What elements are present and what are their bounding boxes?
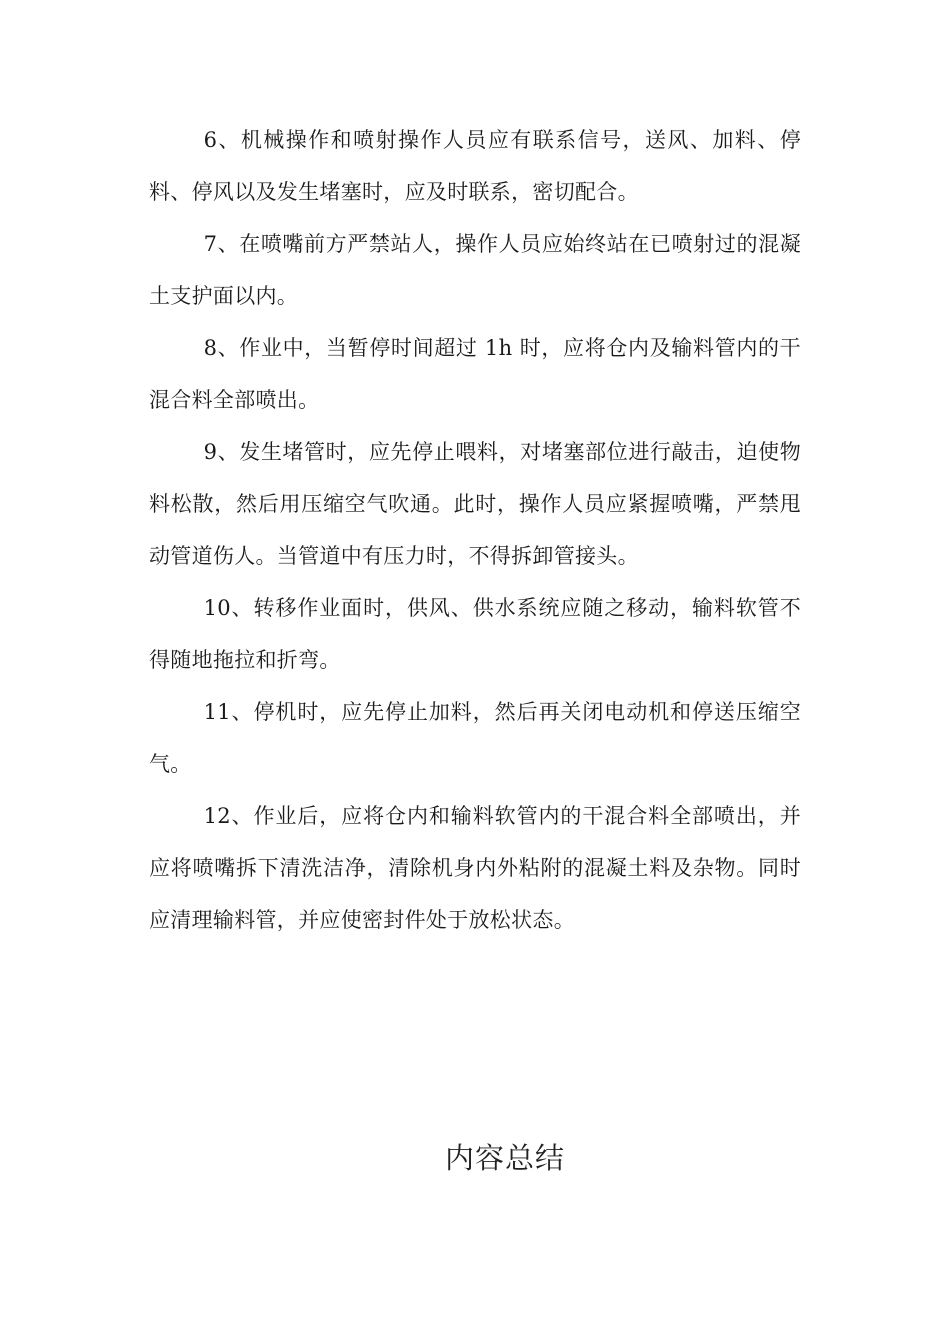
paragraph-item-8: 8、作业中，当暂停时间超过 1h 时，应将仓内及输料管内的干混合料全部喷出。 bbox=[149, 336, 801, 412]
paragraph-item-12: 12、作业后，应将仓内和输料软管内的干混合料全部喷出，并应将喷嘴拆下清洗洁净，清除机身内外粘附的混凝土料及杂物。同时应清理输料管，并应使密封件处于放松状态。 bbox=[149, 804, 801, 932]
body-text bbox=[149, 114, 801, 946]
paragraph-item-6: 6、机械操作和喷射操作人员应有联系信号，送风、加料、停料、停风以及发生堵塞时，应及时联系，密切配合。 bbox=[149, 128, 801, 204]
paragraph-item-11: 11、停机时，应先停止加料，然后再关闭电动机和停送压缩空气。 bbox=[149, 700, 801, 776]
paragraph-item-10: 10、转移作业面时，供风、供水系统应随之移动，输料软管不得随地拖拉和折弯。 bbox=[149, 596, 801, 672]
paragraph-item-7: 7、在喷嘴前方严禁站人，操作人员应始终站在已喷射过的混凝土支护面以内。 bbox=[149, 232, 801, 308]
paragraph-item-9: 9、发生堵管时，应先停止喂料，对堵塞部位进行敲击，迫使物料松散，然后用压缩空气吹通。此时，操作人员应紧握喷嘴，严禁甩动管道伤人。当管道中有压力时，不得拆卸管接头。 bbox=[149, 440, 801, 568]
summary-heading: 内容总结 bbox=[444, 1141, 565, 1175]
